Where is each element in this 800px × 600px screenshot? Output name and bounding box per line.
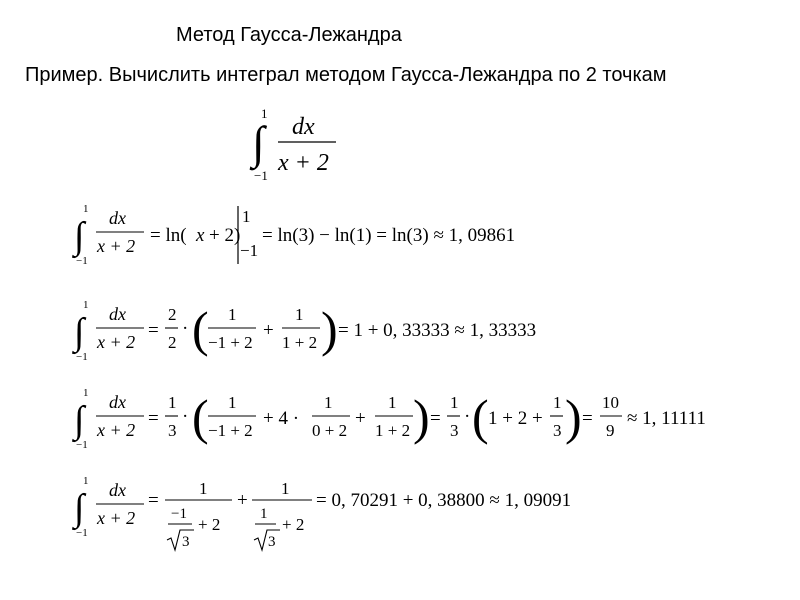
f1-denominator: −1 + 2 xyxy=(208,333,253,352)
right-paren: ) xyxy=(565,389,582,445)
f2-denominator: 1 + 2 xyxy=(282,333,318,352)
f1-denominator: −1 + 2 xyxy=(208,421,253,440)
f3-denominator: 1 + 2 xyxy=(375,421,411,440)
main-integral xyxy=(250,104,350,184)
f2-denominator: 0 + 2 xyxy=(312,421,348,440)
equals-sign: = xyxy=(430,408,441,429)
coef2-denominator: 3 xyxy=(450,421,459,440)
f2-numerator: 1 xyxy=(324,393,333,412)
antiderivative-arg: x xyxy=(196,225,205,246)
integral-upper: 1 xyxy=(83,203,89,215)
integrand-numerator: dx xyxy=(109,480,126,500)
f1-sqrt-arg: 3 xyxy=(182,534,190,550)
integral-sign: ∫ xyxy=(74,487,85,529)
dot-operator: · xyxy=(182,318,189,339)
f2-inner-numerator: 1 xyxy=(260,506,268,522)
sqrt-icon xyxy=(254,530,280,550)
integrand-numerator: dx xyxy=(109,392,126,412)
plus-sign: + xyxy=(263,320,274,341)
integrand-denominator: x + 2 xyxy=(97,236,136,256)
inner-denominator: 3 xyxy=(553,421,562,440)
f1-numerator: 1 xyxy=(228,305,237,324)
antiderivative-left: = ln( xyxy=(150,225,187,246)
f2-tail: + 2 xyxy=(282,515,305,534)
integral-lower: −1 xyxy=(76,439,88,451)
f1-numerator: 1 xyxy=(228,393,237,412)
f3-numerator: 1 xyxy=(388,393,397,412)
integral-lower: −1 xyxy=(254,168,268,183)
weight-four: + 4 · xyxy=(263,408,300,429)
integral-upper: 1 xyxy=(261,106,268,121)
integral-upper: 1 xyxy=(83,475,89,487)
slide-subtitle: Пример. Вычислить интеграл методом Гаусса-Лежандра по 2 точкам xyxy=(25,64,667,86)
equals-sign: = xyxy=(148,490,159,511)
integrand-denominator: x + 2 xyxy=(97,508,136,528)
integral-lower: −1 xyxy=(76,527,88,539)
integral-sign: ∫ xyxy=(74,311,85,353)
integral-upper: 1 xyxy=(83,299,89,311)
coef-numerator: 2 xyxy=(168,305,177,324)
integrand-denominator: x + 2 xyxy=(278,150,329,176)
result-denominator: 9 xyxy=(606,421,615,440)
left-paren: ( xyxy=(192,301,209,357)
coef-numerator: 1 xyxy=(168,393,177,412)
result-numerator: 10 xyxy=(602,393,619,412)
equals-sign: = xyxy=(148,320,159,341)
integral-sign: ∫ xyxy=(252,117,265,168)
f2-numerator: 1 xyxy=(295,305,304,324)
two-point-endpoints-line xyxy=(72,296,552,368)
plus-sign: + xyxy=(237,490,248,511)
integral-lower: −1 xyxy=(76,351,88,363)
integrand-denominator: x + 2 xyxy=(97,420,136,440)
exact-solution-line xyxy=(72,200,552,272)
left-paren: ( xyxy=(192,389,209,445)
dot-operator: · xyxy=(182,406,189,427)
coef-denominator: 2 xyxy=(168,333,177,352)
equals-sign: = xyxy=(148,408,159,429)
dot-operator: · xyxy=(464,406,471,427)
eval-upper: 1 xyxy=(242,207,251,226)
f1-inner-numerator: −1 xyxy=(171,506,187,522)
f2-numerator: 1 xyxy=(281,479,290,498)
coef-denominator: 3 xyxy=(168,421,177,440)
result-text: = 0, 70291 + 0, 38800 ≈ 1, 09091 xyxy=(316,490,572,511)
equals-sign: = xyxy=(582,408,593,429)
integrand-numerator: dx xyxy=(292,114,315,140)
f2-sqrt-arg: 3 xyxy=(268,534,276,550)
integrand-numerator: dx xyxy=(109,208,126,228)
right-paren: ) xyxy=(321,301,338,357)
eval-lower: −1 xyxy=(240,241,259,260)
approx-result: ≈ 1, 11111 xyxy=(627,408,706,429)
integrand-numerator: dx xyxy=(109,304,126,324)
coef2-numerator: 1 xyxy=(450,393,459,412)
sqrt-icon xyxy=(167,530,194,550)
integral-sign: ∫ xyxy=(74,215,85,257)
integral-upper: 1 xyxy=(83,387,89,399)
slide-title: Метод Гаусса-Лежандра xyxy=(176,24,402,46)
integrand-denominator: x + 2 xyxy=(97,332,136,352)
plus-sign: + xyxy=(355,408,366,429)
left-paren: ( xyxy=(472,389,489,445)
antiderivative-right: + 2) xyxy=(209,225,241,246)
gauss-legendre-line xyxy=(72,472,632,562)
inner-sum: 1 + 2 + xyxy=(488,408,543,429)
f1-numerator: 1 xyxy=(199,479,208,498)
inner-numerator: 1 xyxy=(553,393,562,412)
f1-tail: + 2 xyxy=(198,515,221,534)
integral-sign: ∫ xyxy=(74,399,85,441)
right-paren: ) xyxy=(413,389,430,445)
exact-result: = ln(3) − ln(1) = ln(3) ≈ 1, 09861 xyxy=(262,225,516,246)
three-point-line xyxy=(72,384,712,456)
integral-lower: −1 xyxy=(76,255,88,267)
result-text: = 1 + 0, 33333 ≈ 1, 33333 xyxy=(338,320,537,341)
